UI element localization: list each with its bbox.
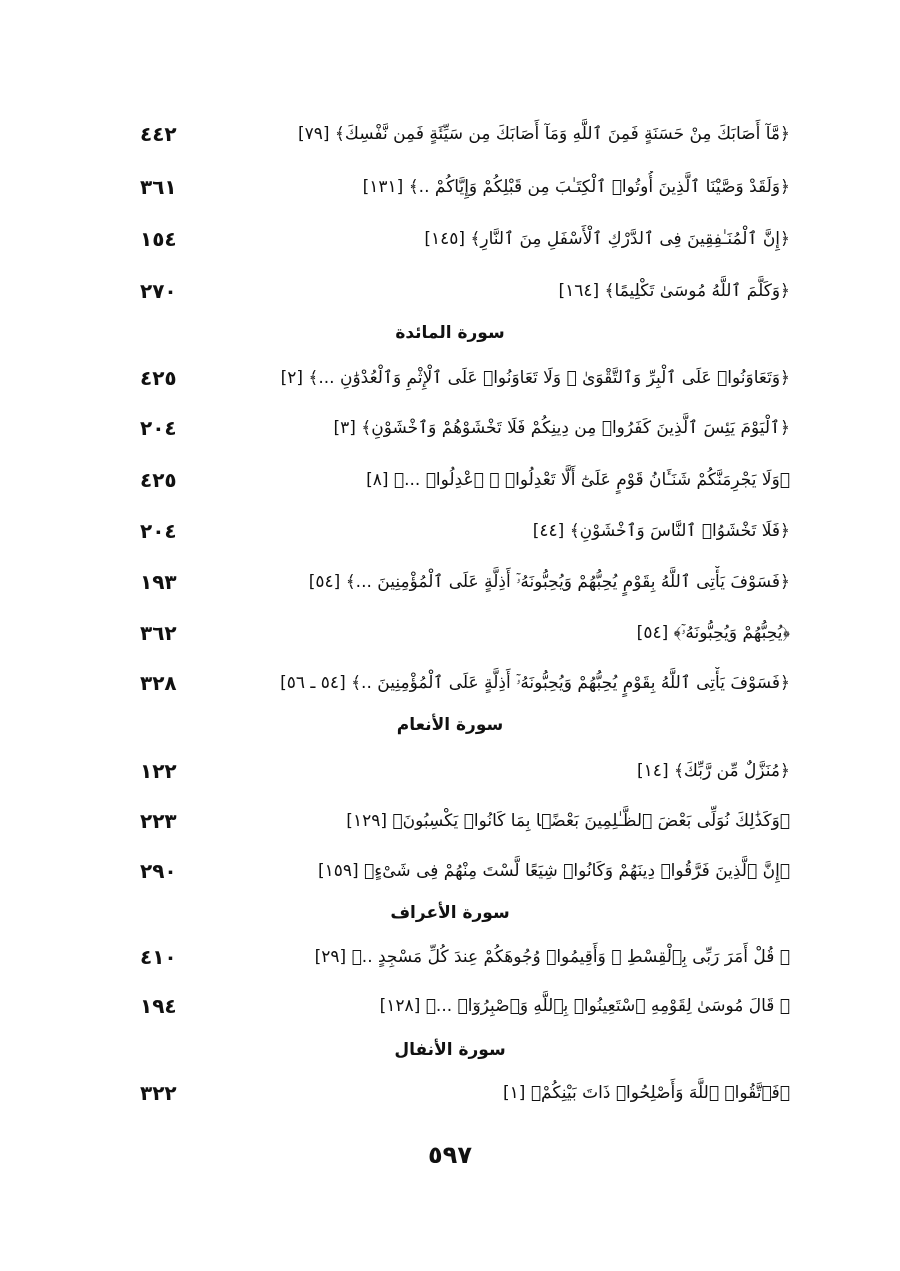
index-entry	[140, 464, 790, 504]
index-entry	[140, 118, 790, 158]
page-reference: ٢٩٠	[140, 859, 177, 883]
page-reference: ٣٦٢	[140, 621, 177, 645]
verse-text: ﴿مَّآ أَصَابَكَ مِنْ حَسَنَةٍ فَمِنَ ٱللَّهِ وَمَآ أَصَابَكَ مِن سَيِّئَةٍ فَمِن نَّفْسِكَ﴾ [٧٩]	[297, 124, 790, 144]
page-reference: ٣٢٢	[140, 1081, 177, 1105]
index-entry	[140, 805, 790, 845]
surah-heading: سورة الأنفال	[394, 1040, 506, 1060]
index-entry	[140, 990, 790, 1030]
verse-text: ﴿مُنَزَّلٌ مِّن رَّبِّكَ﴾ [١٤]	[637, 761, 790, 781]
surah-heading: سورة الأعراف	[390, 903, 510, 923]
verse-text: ﴿إِنَّ ٱلْمُنَـٰفِقِينَ فِى ٱلدَّرْكِ ٱلْأَسْفَلِ مِنَ ٱلنَّارِ﴾ [١٤٥]	[424, 229, 790, 249]
page-reference: ١٩٤	[140, 994, 177, 1018]
page-reference: ٤٢٥	[140, 366, 177, 390]
page-reference: ٣٦١	[140, 175, 177, 199]
surah-heading: سورة المائدة	[395, 323, 505, 343]
index-entry	[140, 667, 790, 707]
page-reference: ٤٤٢	[140, 122, 177, 146]
index-entry	[140, 515, 790, 555]
page-reference: ٣٢٨	[140, 671, 177, 695]
verse-text: ﴿وَلَقَدْ وَصَّيْنَا ٱلَّذِينَ أُوتُوا۟ ٱلْكِتَـٰبَ مِن قَبْلِكُمْ وَإِيَّاكُمْ ..﴾ [١٣١]	[362, 177, 790, 197]
page-reference: ١٢٢	[140, 759, 177, 783]
index-entry	[140, 566, 790, 606]
page-reference: ١٥٤	[140, 227, 177, 251]
page-reference: ٢٧٠	[140, 279, 177, 303]
index-entry	[140, 1077, 790, 1117]
page-reference: ٢٢٣	[140, 809, 177, 833]
index-entry	[140, 617, 790, 657]
index-entry	[140, 941, 790, 981]
verse-text: ﴿وَلَا يَجْرِمَنَّكُمْ شَنَـَٔانُ قَوْمٍ عَلَىٰٓ أَلَّا تَعْدِلُوا۟ ۚ ٱعْدِلُوا۟ ...﴾ [٨]	[366, 470, 790, 490]
page-reference: ٢٠٤	[140, 416, 177, 440]
index-entry	[140, 362, 790, 402]
page-reference: ٤٢٥	[140, 468, 177, 492]
index-entry	[140, 755, 790, 795]
verse-text: ﴿ قُلْ أَمَرَ رَبِّى بِٱلْقِسْطِ ۖ وَأَقِيمُوا۟ وُجُوهَكُمْ عِندَ كُلِّ مَسْجِدٍ ..﴾ [٢٩]	[314, 947, 790, 967]
verse-text: ﴿إِنَّ ٱلَّذِينَ فَرَّقُوا۟ دِينَهُمْ وَكَانُوا۟ شِيَعًا لَّسْتَ مِنْهُمْ فِى شَىْءٍ﴾ [١٥٩]	[317, 861, 790, 881]
index-entry	[140, 275, 790, 315]
verse-text: ﴿فَلَا تَخْشَوُا۟ ٱلنَّاسَ وَٱخْشَوْنِ﴾ [٤٤]	[532, 521, 790, 541]
verse-text: ﴿يُحِبُّهُمْ وَيُحِبُّونَهُۥٓ﴾ [٥٤]	[636, 623, 790, 643]
verse-text: ﴿ قَالَ مُوسَىٰ لِقَوْمِهِ ٱسْتَعِينُوا۟ بِٱللَّهِ وَٱصْبِرُوٓا۟ ...﴾ [١٢٨]	[379, 996, 790, 1016]
verse-text: ﴿وَكَذَٰلِكَ نُوَلِّى بَعْضَ ٱلظَّـٰلِمِينَ بَعْضًۢا بِمَا كَانُوا۟ يَكْسِبُونَ﴾ [١٢٩]	[346, 811, 790, 831]
verse-text: ﴿فَسَوْفَ يَأْتِى ٱللَّهُ بِقَوْمٍ يُحِبُّهُمْ وَيُحِبُّونَهُۥٓ أَذِلَّةٍ عَلَى ٱلْمُؤْمِنِينَ ..﴾ [٥٤ ـ ٥٦]	[280, 673, 790, 693]
index-entry	[140, 855, 790, 895]
verse-text: ﴿ٱلْيَوْمَ يَئِسَ ٱلَّذِينَ كَفَرُوا۟ مِن دِينِكُمْ فَلَا تَخْشَوْهُمْ وَٱخْشَوْنِ﴾ [٣]	[333, 418, 790, 438]
page-reference: ٢٠٤	[140, 519, 177, 543]
page-number: ٥٩٧	[428, 1141, 472, 1169]
surah-heading: سورة الأنعام	[396, 715, 504, 735]
index-entry	[140, 223, 790, 263]
verse-text: ﴿وَكَلَّمَ ٱللَّهُ مُوسَىٰ تَكْلِيمًا﴾ [١٦٤]	[558, 281, 790, 301]
page-reference: ٤١٠	[140, 945, 177, 969]
verse-text: ﴿وَتَعَاوَنُوا۟ عَلَى ٱلْبِرِّ وَٱلتَّقْوَىٰ ۖ وَلَا تَعَاوَنُوا۟ عَلَى ٱلْإِثْمِ وَٱلْعُدْوَٰنِ ...﴾ [٢]	[280, 368, 790, 388]
index-entry	[140, 412, 790, 452]
index-entry	[140, 171, 790, 211]
verse-text: ﴿فَسَوْفَ يَأْتِى ٱللَّهُ بِقَوْمٍ يُحِبُّهُمْ وَيُحِبُّونَهُۥٓ أَذِلَّةٍ عَلَى ٱلْمُؤْمِنِينَ ...﴾ [٥٤]	[308, 572, 790, 592]
verse-text: ﴿فَٱتَّقُوا۟ ٱللَّهَ وَأَصْلِحُوا۟ ذَاتَ بَيْنِكُمْ﴾ [١]	[503, 1083, 790, 1103]
page-reference: ١٩٣	[140, 570, 177, 594]
